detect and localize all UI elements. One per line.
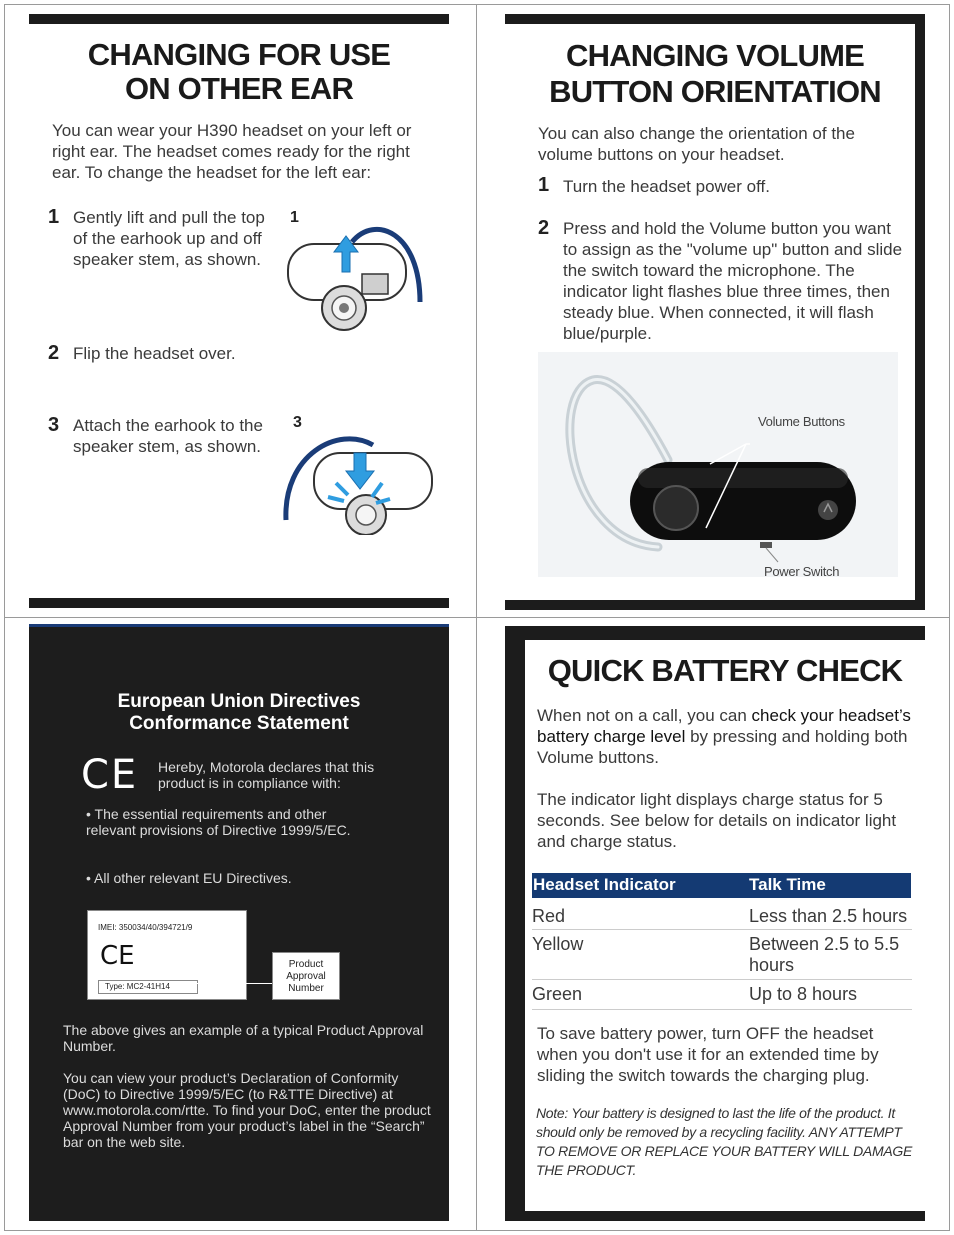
status-paragraph: The indicator light displays charge status for 5 seconds. See below for details on indicator light and charge status.: [537, 790, 897, 851]
step-number: 3: [48, 414, 60, 436]
table-row: [532, 980, 912, 1010]
table-row: [532, 902, 912, 930]
volume-buttons-callout: Volume Buttons: [758, 414, 845, 429]
step-number: 1: [538, 174, 550, 196]
title-line: Conformance Statement: [129, 713, 349, 734]
horizontal-divider: [4, 617, 950, 618]
type-text: Type: MC2-41H14: [98, 980, 198, 994]
title-line: CHANGING VOLUME: [565, 38, 864, 73]
title-line: CHANGING FOR USE: [87, 37, 391, 72]
intro-text: You can also change the orientation of the volume buttons on your headset.: [538, 124, 855, 164]
table-row: [532, 930, 912, 980]
intro-highlight: check your headset’s battery charge level: [537, 706, 911, 746]
intro-pre: When not on a call, you can: [537, 706, 752, 725]
talk-time-cell: Between 2.5 to 5.5 hours: [749, 934, 900, 975]
declaration-text: Hereby, Motorola declares that this product is in compliance with:: [158, 759, 375, 791]
eu-title: [89, 691, 389, 735]
step-number: 2: [538, 217, 550, 239]
top-bar: [29, 14, 449, 24]
figure-label: 3: [293, 414, 302, 431]
step-number: 1: [48, 206, 60, 228]
step-number: 2: [48, 342, 60, 364]
step-text: Flip the headset over.: [73, 344, 236, 363]
bottom-bar: [29, 598, 449, 608]
indicator-cell: Green: [532, 984, 583, 1004]
approval-paragraph: The above gives an example of a typical Product Approval Number.: [63, 1022, 424, 1054]
headset-attach-hook-illustration: [278, 425, 438, 535]
intro-text: [537, 705, 922, 768]
step-text: Attach the earhook to the speaker stem, as shown.: [73, 416, 263, 456]
bullet-text: • The essential requirements and other relevant provisions of Directive 1999/5/EC.: [86, 806, 351, 838]
headset-photo-illustration: [538, 352, 898, 577]
battery-table-header: [532, 873, 911, 898]
header-cell: Headset Indicator: [533, 875, 676, 894]
figure-label: 1: [290, 209, 299, 226]
headset-remove-hook-illustration: [280, 222, 430, 337]
step-text: Turn the headset power off.: [563, 177, 770, 196]
battery-note: Note: Your battery is designed to last the life of the product. It should only be removed by a recycling facility. ANY ATTEMPT TO REMOVE OR REPLACE YOUR BATTERY WILL DAMAGE THE PRODUCT.: [536, 1105, 912, 1178]
title-line: ON OTHER EAR: [124, 71, 354, 106]
product-label-example: [87, 910, 247, 1000]
page-title: [505, 38, 925, 110]
step-text: Press and hold the Volume button you want to assign as the "volume up" button and slide the switch toward the microphone. The indicator light flashes blue three times, then steady blue. When connected, it will flash blue/purple.: [563, 219, 903, 343]
power-switch-callout: Power Switch: [764, 564, 840, 579]
header-cell: Talk Time: [749, 875, 826, 894]
approval-number-box: Product Approval Number: [272, 952, 340, 1000]
intro-post: by pressing and holding both Volume buttons.: [537, 727, 908, 767]
imei-text: IMEI: 350034/40/394721/9: [98, 923, 193, 932]
title-line: European Union Directives: [117, 691, 361, 712]
indicator-cell: Yellow: [532, 934, 584, 954]
intro-text: You can wear your H390 headset on your left or right ear. The headset comes ready for the right ear. To change the headset for the left ear:: [52, 121, 412, 182]
title-line: BUTTON ORIENTATION: [549, 74, 881, 109]
talk-time-cell: Up to 8 hours: [749, 984, 858, 1004]
indicator-cell: Red: [532, 906, 566, 926]
page-title: QUICK BATTERY CHECK: [547, 653, 903, 688]
doc-paragraph: You can view your product’s Declaration of Conformity (DoC) to Directive 1999/5/EC (to R&TTE Directive) at www.motorola.com/rtte. To find your DoC, enter the product Approval Number from your product’s label in the “Search” bar on the web site.: [63, 1070, 431, 1150]
talk-time-cell: Less than 2.5 hours: [749, 906, 908, 926]
bullet-text: • All other relevant EU Directives.: [86, 870, 292, 886]
page-title: [29, 38, 449, 106]
label-connector-line: [191, 983, 272, 984]
label-ce-mark: CE: [100, 941, 135, 971]
step-text: Gently lift and pull the top of the earhook up and off speaker stem, as shown.: [73, 208, 265, 269]
panel-eu-conformance: [29, 624, 449, 1221]
power-save-paragraph: To save battery power, turn OFF the headset when you don't use it for an extended time by sliding the switch towards the charging plug.: [537, 1024, 879, 1085]
ce-mark: CE: [81, 752, 139, 798]
headset-photo-area: [538, 352, 898, 577]
